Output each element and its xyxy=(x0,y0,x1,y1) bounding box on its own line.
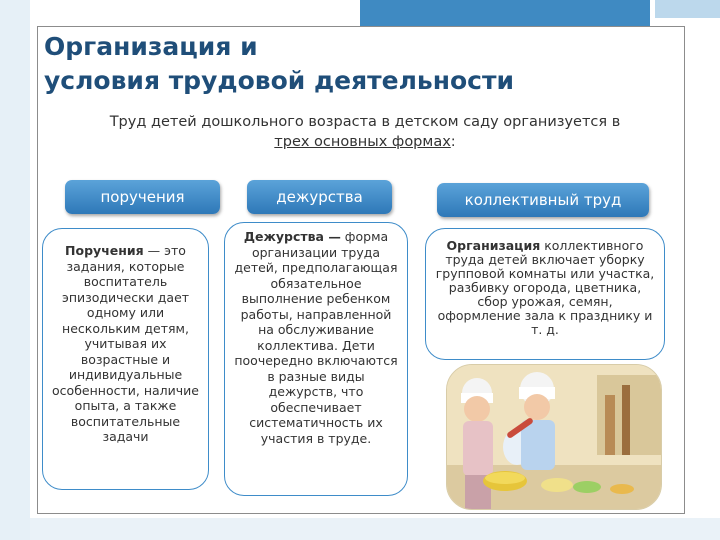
form-term-assignments: Поручения xyxy=(65,243,144,258)
form-label-duties: дежурства xyxy=(247,180,392,214)
decorative-left-band xyxy=(0,0,30,540)
children-cooking-photo xyxy=(446,364,662,510)
form-label-assignments: поручения xyxy=(65,180,220,214)
form-text-collective-work: коллективного труда детей включает уборку групповой комнаты или участка, разбивку огорода, цветника, сбор урожая, семян, оформление зала к празднику и т. д. xyxy=(435,238,655,337)
decorative-top-bar-light xyxy=(655,0,720,18)
form-description-collective-work xyxy=(425,228,665,360)
form-text-duties: форма организации труда детей, предполагающая обязательное выполнение ребенком работы, направленной на обслуживание коллектива. Дети поочередно включаются в разные виды дежурств, что обеспечивает систематичность их участия в труде. xyxy=(234,229,398,446)
intro-text xyxy=(55,112,675,152)
children-cooking-illustration xyxy=(447,365,662,510)
decorative-bottom-band xyxy=(30,518,720,540)
form-term-collective-work: Организация xyxy=(446,238,541,253)
slide-title-line-2: условия трудовой деятельности xyxy=(44,66,514,95)
intro-text-underlined: трех основных формах xyxy=(274,134,451,150)
form-description-assignments xyxy=(42,228,209,490)
form-term-duties: Дежурства — xyxy=(243,229,341,244)
form-description-duties xyxy=(224,222,408,496)
slide-title xyxy=(44,30,564,98)
form-text-assignments: — это задания, которые воспитатель эпизодически дает одному или нескольким детям, учитывая их возрастные и индивидуальные особенности, наличие опыта, а также воспитательные задачи xyxy=(52,243,199,444)
form-label-collective-work: коллективный труд xyxy=(437,183,649,217)
slide-title-line-1: Организация и xyxy=(44,32,258,61)
intro-text-main: Труд детей дошкольного возраста в детском саду организуется в xyxy=(109,114,621,130)
intro-text-colon: : xyxy=(450,134,456,150)
